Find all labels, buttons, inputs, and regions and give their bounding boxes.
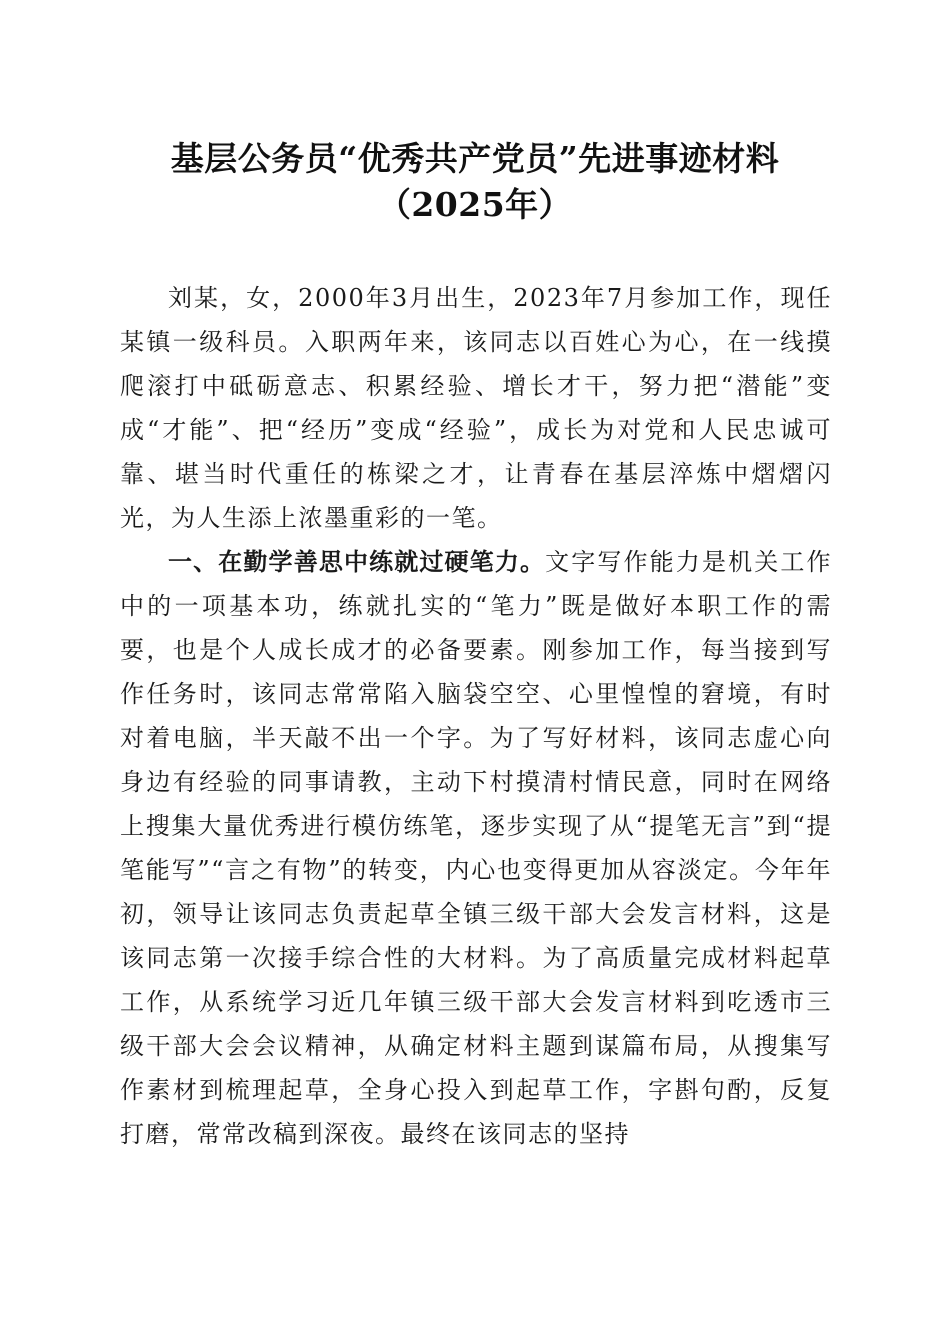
title-main: 基层公务员“优秀共产党员”先进事迹材料 — [170, 139, 780, 178]
section-one-text: 文字写作能力是机关工作中的一项基本功，练就扎实的“笔力”既是做好本职工作的需要，也是个人成长成才的必备要素。刚参加工作，每当接到写作任务时，该同志常常陷入脑袋空空、心里惶惶的窘境，有时对着电脑，半天敲不出一个字。为了写好材料，该同志虚心向身边有经验的同事请教，主动下村摸清村情民意，同时在网络上搜集大量优秀进行模仿练笔，逐步实现了从“提笔无言”到“提笔能写”“言之有物”的转变，内心也变得更加从容淡定。今年年初，领导让该同志负责起草全镇三级干部大会发言材料，这是该同志第一次接手综合性的大材料。为了高质量完成材料起草工作，从系统学习近几年镇三级干部大会发言材料到吃透市三级干部大会会议精神，从确定材料主题到谋篇布局，从搜集写作素材到梳理起草，全身心投入到起草工作，字斟句酌，反复打磨，常常改稿到深夜。最终在该同志的坚持 — [120, 548, 833, 1148]
section-one-paragraph — [120, 540, 832, 1156]
title-year: （2025年） — [377, 185, 573, 224]
intro-paragraph — [120, 276, 832, 540]
intro-paragraph-text: 刘某，女，2000年3月出生，2023年7月参加工作，现任某镇一级科员。入职两年来，该同志以百姓心为心，在一线摸爬滚打中砥砺意志、积累经验、增长才干，努力把“潜能”变成“才能”、把“经历”变成“经验”，成长为对党和人民忠诚可靠、堪当时代重任的栋梁之才，让青春在基层淬炼中熠熠闪光，为人生添上浓墨重彩的一笔。 — [120, 284, 832, 532]
section-one-heading: 一、在勤学善思中练就过硬笔力。 — [168, 548, 546, 576]
document-title — [0, 136, 950, 228]
document-body — [120, 276, 832, 1156]
